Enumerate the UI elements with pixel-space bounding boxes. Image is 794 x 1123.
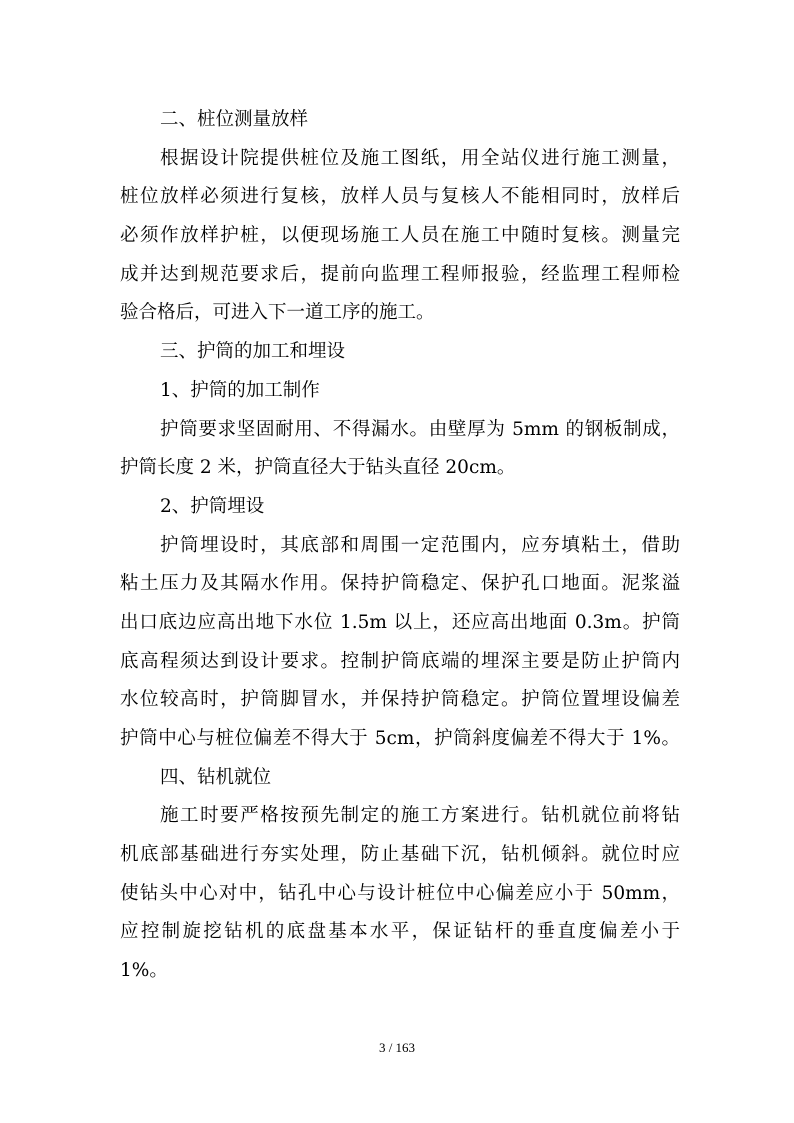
text-line: 四、钻机就位 xyxy=(160,766,272,788)
text-line: 2、护筒埋设 xyxy=(160,495,265,517)
text-line: 施工时要严格按预先制定的施工方案进行。钻机就位前将钻 xyxy=(160,805,680,827)
text-line: 成并达到规范要求后，提前向监理工程师报验，经监理工程师检 xyxy=(120,263,680,285)
text-line: 机底部基础进行夯实处理，防止基础下沉，钻机倾斜。就位时应 xyxy=(120,844,680,866)
text-line: 桩位放样必须进行复核，放样人员与复核人不能相同时，放样后 xyxy=(120,186,680,208)
text-line: 二、桩位测量放样 xyxy=(160,109,309,130)
text-line: 护筒要求坚固耐用、不得漏水。由壁厚为 5mm 的钢板制成， xyxy=(160,418,680,440)
text-line: 三、护筒的加工和埋设 xyxy=(160,341,346,363)
text-line: 必须作放样护桩，以便现场施工人员在施工中随时复核。测量完 xyxy=(120,225,680,247)
document-body xyxy=(120,101,680,991)
text-line: 根据设计院提供桩位及施工图纸，用全站仪进行施工测量， xyxy=(160,147,680,169)
text-line: 护筒中心与桩位偏差不得大于 5cm，护筒斜度偏差不得大于 1%。 xyxy=(120,728,680,749)
text-line: 出口底边应高出地下水位 1.5m 以上，还应高出地面 0.3m。护筒 xyxy=(120,611,680,633)
text-line: 1、护筒的加工制作 xyxy=(160,379,320,401)
text-line: 水位较高时，护筒脚冒水，并保持护筒稳定。护筒位置埋设偏差 xyxy=(120,689,680,711)
text-line: 1%。 xyxy=(120,960,168,982)
text-line: 底高程须达到设计要求。控制护筒底端的埋深主要是防止护筒内 xyxy=(120,650,680,672)
text-line: 使钻头中心对中，钻孔中心与设计桩位中心偏差应小于 50mm， xyxy=(120,882,680,904)
text-line: 护筒埋设时，其底部和周围一定范围内，应夯填粘土，借助 xyxy=(160,534,680,556)
text-line: 粘土压力及其隔水作用。保持护筒稳定、保护孔口地面。泥浆溢 xyxy=(120,573,680,595)
text-line: 应控制旋挖钻机的底盘基本水平，保证钻杆的垂直度偏差小于 xyxy=(120,921,680,943)
page-number: 3 / 163 xyxy=(378,1040,416,1055)
text-line: 护筒长度 2 米，护筒直径大于钻头直径 20cm。 xyxy=(120,457,516,479)
text-line: 验合格后，可进入下一道工序的施工。 xyxy=(120,302,435,324)
